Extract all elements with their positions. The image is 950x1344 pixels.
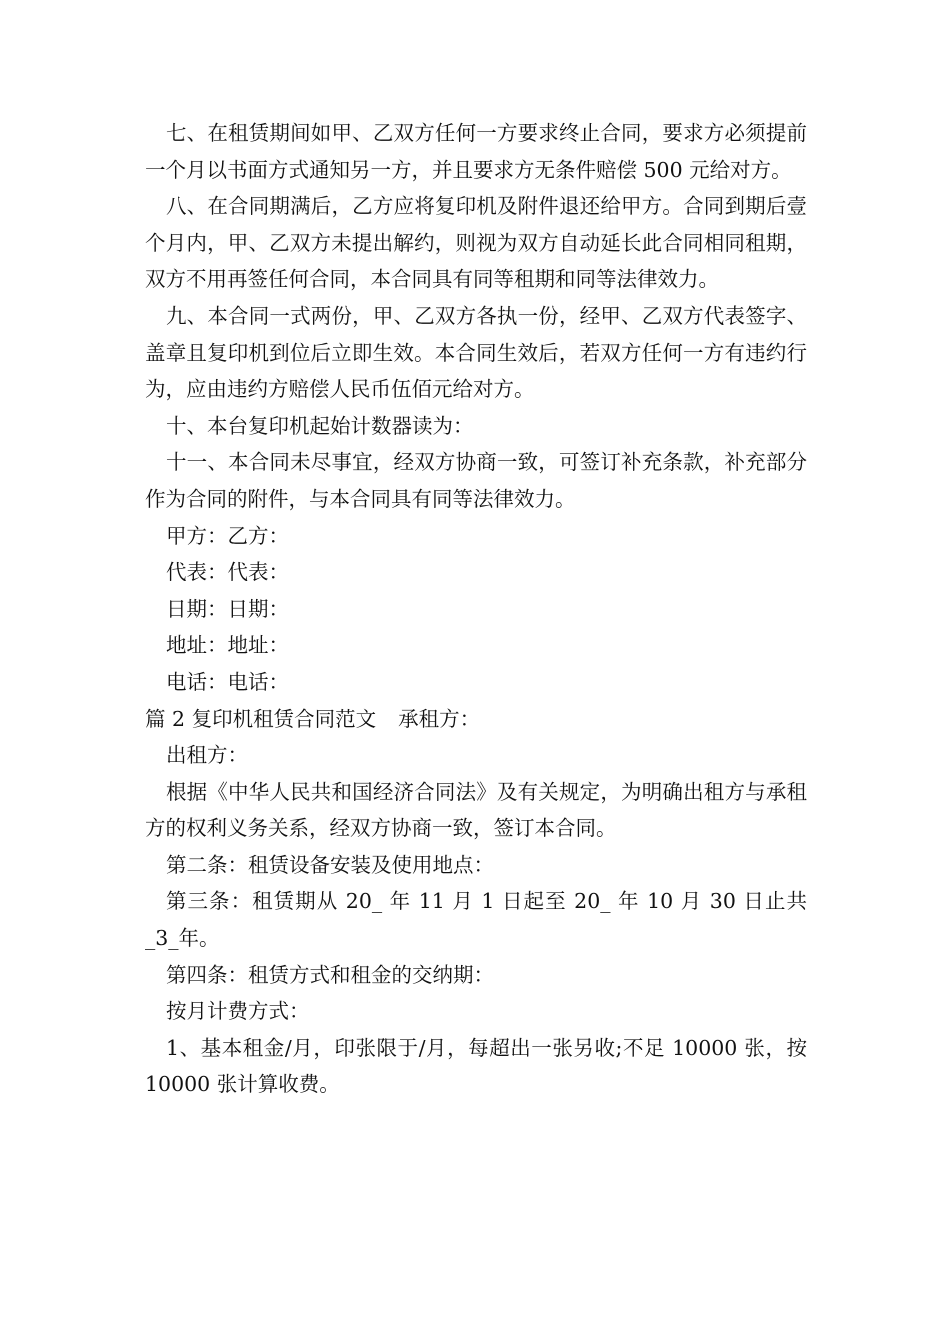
date-b-label: 日期： xyxy=(227,596,289,621)
signature-line-address xyxy=(145,627,807,664)
article-3: 第三条：租赁期从 20_ 年 11 月 1 日起至 20_ 年 10 月 30 日止共_3_年。 xyxy=(145,889,807,951)
clause-7: 七、在租赁期间如甲、乙双方任何一方要求终止合同，要求方必须提前一个月以书面方式通知另一方，并且要求方无条件赔偿 500 元给对方。 xyxy=(145,121,807,182)
party-b-label: 乙方： xyxy=(227,523,289,548)
phone-b-label: 电话： xyxy=(227,669,289,694)
signature-line-representative xyxy=(145,554,807,591)
clause-11: 十一、本合同未尽事宜，经双方协商一致，可签订补充条款，补充部分作为合同的附件，与本合同具有同等法律效力。 xyxy=(145,450,807,511)
section-2-preamble: 根据《中华人民共和国经济合同法》及有关规定，为明确出租方与承租方的权利义务关系，经双方协商一致，签订本合同。 xyxy=(145,779,807,841)
section-2-heading-line xyxy=(145,701,807,738)
signature-line-date xyxy=(145,591,807,628)
representative-b-label: 代表： xyxy=(227,560,289,585)
signature-line-party xyxy=(145,518,807,555)
phone-a-label: 电话： xyxy=(166,669,228,694)
clause-8: 八、在合同期满后，乙方应将复印机及附件退还给甲方。合同到期后壹个月内，甲、乙双方未提出解约，则视为双方自动延长此合同相同租期，双方不用再签任何合同，本合同具有同等租期和同等法律效力。 xyxy=(145,194,807,292)
section-2-heading: 篇 2 复印机租赁合同范文 xyxy=(145,706,377,731)
clause-9: 九、本合同一式两份，甲、乙双方各执一份，经甲、乙双方代表签字、盖章且复印机到位后立即生效。本合同生效后，若双方任何一方有违约行为，应由违约方赔偿人民币伍佰元给对方。 xyxy=(145,303,807,402)
article-4: 第四条：租赁方式和租金的交纳期： xyxy=(166,962,494,987)
monthly-billing: 按月计费方式： xyxy=(166,999,310,1024)
signature-line-phone xyxy=(145,664,807,701)
representative-a-label: 代表： xyxy=(166,560,228,585)
party-a-label: 甲方： xyxy=(166,523,228,548)
date-a-label: 日期： xyxy=(166,596,228,621)
article-2: 第二条：租赁设备安装及使用地点： xyxy=(166,852,494,877)
address-b-label: 地址： xyxy=(227,633,289,658)
lessee-label: 承租方： xyxy=(398,706,481,731)
billing-item-1: 1、基本租金/月，印张限于/月，每超出一张另收;不足 10000 张，按 10000 张计算收费。 xyxy=(145,1035,807,1097)
clause-10: 十、本台复印机起始计数器读为： xyxy=(166,413,474,438)
lessor-label: 出租方： xyxy=(166,743,248,768)
address-a-label: 地址： xyxy=(166,633,228,658)
